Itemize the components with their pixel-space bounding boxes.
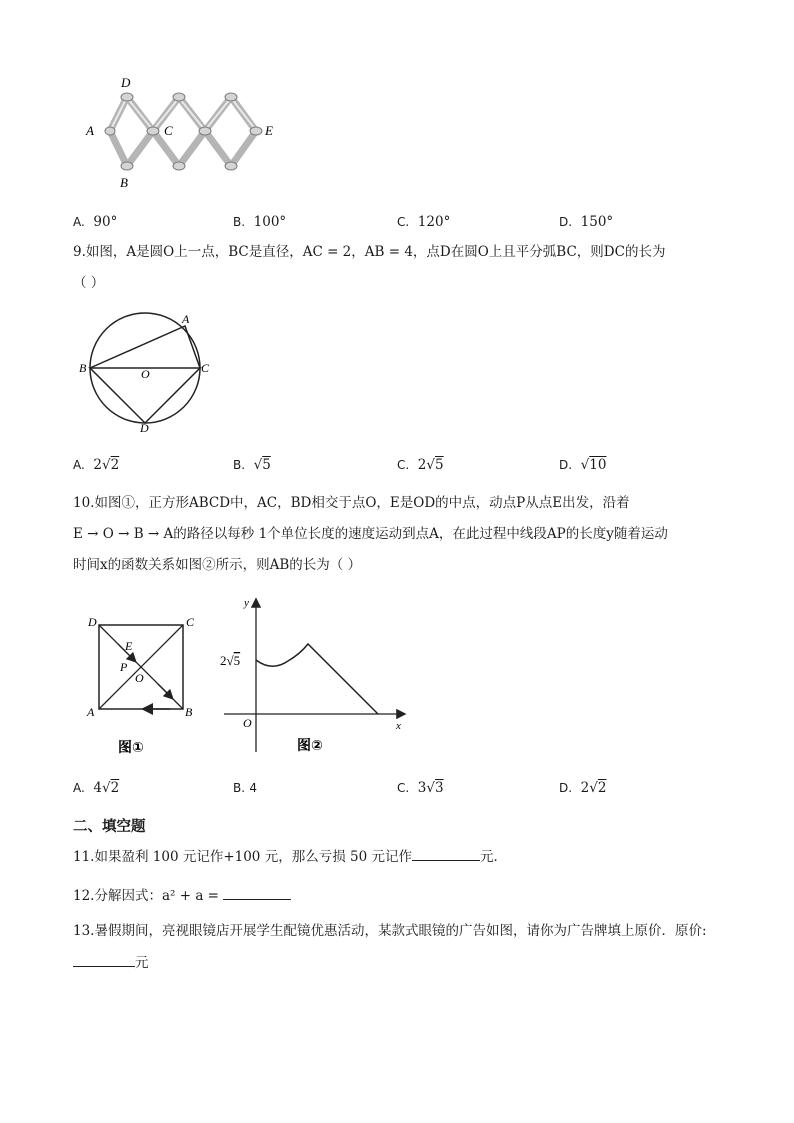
q9-stem-line2: （ ）: [73, 275, 105, 291]
label-o: O: [135, 671, 144, 685]
fig1-caption: 图①: [118, 740, 144, 756]
q10-option-c: C. 3√3: [397, 780, 444, 796]
label-d: D: [140, 421, 149, 435]
label-a: A: [86, 123, 94, 138]
function-curve: [256, 644, 378, 714]
label-b: B: [120, 175, 128, 190]
q9-circle-figure: [76, 306, 216, 436]
answer-blank[interactable]: [223, 885, 291, 900]
label-b: B: [79, 361, 87, 375]
label-c: C: [186, 615, 195, 629]
q9-option-b: B. √5: [233, 457, 271, 473]
label-o: O: [141, 367, 150, 381]
q10-stem-line3: 时间x的函数关系如图②所示，则AB的长为（ ）: [73, 557, 362, 573]
fig2-caption: 图②: [297, 738, 323, 754]
y-axis-label: y: [244, 597, 249, 609]
q10-figure-1-square: [80, 610, 205, 760]
answer-blank[interactable]: [73, 952, 135, 967]
x-axis-label: x: [396, 720, 401, 732]
label-e: E: [265, 123, 273, 138]
section-title: 二、填空题: [73, 819, 146, 835]
q9-option-a: A. 2√2: [73, 457, 120, 473]
q10-stem-line1: 10.如图①，正方形ABCD中，AC，BD相交于点O，E是OD的中点，动点P从点E出发，沿着: [73, 495, 630, 511]
label-e: E: [125, 639, 133, 653]
label-d: D: [88, 615, 97, 629]
q10-option-a: A. 4√2: [73, 780, 120, 796]
label-c: C: [164, 123, 173, 138]
q12: 12.分解因式：a² + a =: [73, 885, 291, 907]
label-b: B: [185, 705, 193, 719]
label-a: A: [87, 705, 95, 719]
q10-figure-2-graph: [212, 592, 412, 764]
q10-option-d: D. 2√2: [559, 780, 607, 796]
answer-blank[interactable]: [412, 846, 480, 861]
q8-option-d: D. 150°: [559, 214, 614, 230]
label-a: A: [182, 312, 190, 326]
q10-stem-line2: E → O → B → A的路径以每秒 1个单位长度的速度运动到点A，在此过程中线段AP的长度y随着运动: [73, 526, 668, 542]
q8-option-b: B. 100°: [233, 214, 287, 230]
label-c: C: [201, 361, 210, 375]
origin-label: O: [243, 716, 252, 730]
label-d: D: [121, 75, 131, 90]
sqrt-symbol: √: [580, 457, 590, 473]
sqrt-symbol: √: [102, 457, 111, 473]
q8-option-a: A. 90°: [73, 214, 118, 230]
label-p: P: [120, 660, 128, 674]
sqrt-symbol: √: [589, 780, 598, 796]
q9-option-d: D. √10: [559, 457, 607, 473]
q13-line2: 元: [73, 952, 149, 974]
q13-line1: 13.暑假期间，亮视眼镜店开展学生配镜优惠活动，某款式眼镜的广告如图，请你为广告牌填上原价．原价:: [73, 923, 707, 939]
q10-option-b: B. 4: [233, 781, 257, 795]
sqrt-symbol: √: [253, 457, 263, 473]
sqrt-symbol: √: [426, 457, 435, 473]
q9-option-c: C. 2√5: [397, 457, 444, 473]
q11: 11.如果盈利 100 元记作+100 元，那么亏损 50 元记作 元．: [73, 846, 507, 868]
y-tick-label: 2√5: [220, 653, 241, 668]
sqrt-symbol: √: [426, 780, 435, 796]
sqrt-symbol: √: [102, 780, 111, 796]
q9-stem-line1: 9.如图，A是圆O上一点，BC是直径，AC = 2，AB = 4，点D在圆O上且平分弧BC，则DC的长为: [73, 244, 666, 260]
q8-option-c: C. 120°: [397, 214, 451, 230]
q8-figure: [78, 74, 288, 194]
